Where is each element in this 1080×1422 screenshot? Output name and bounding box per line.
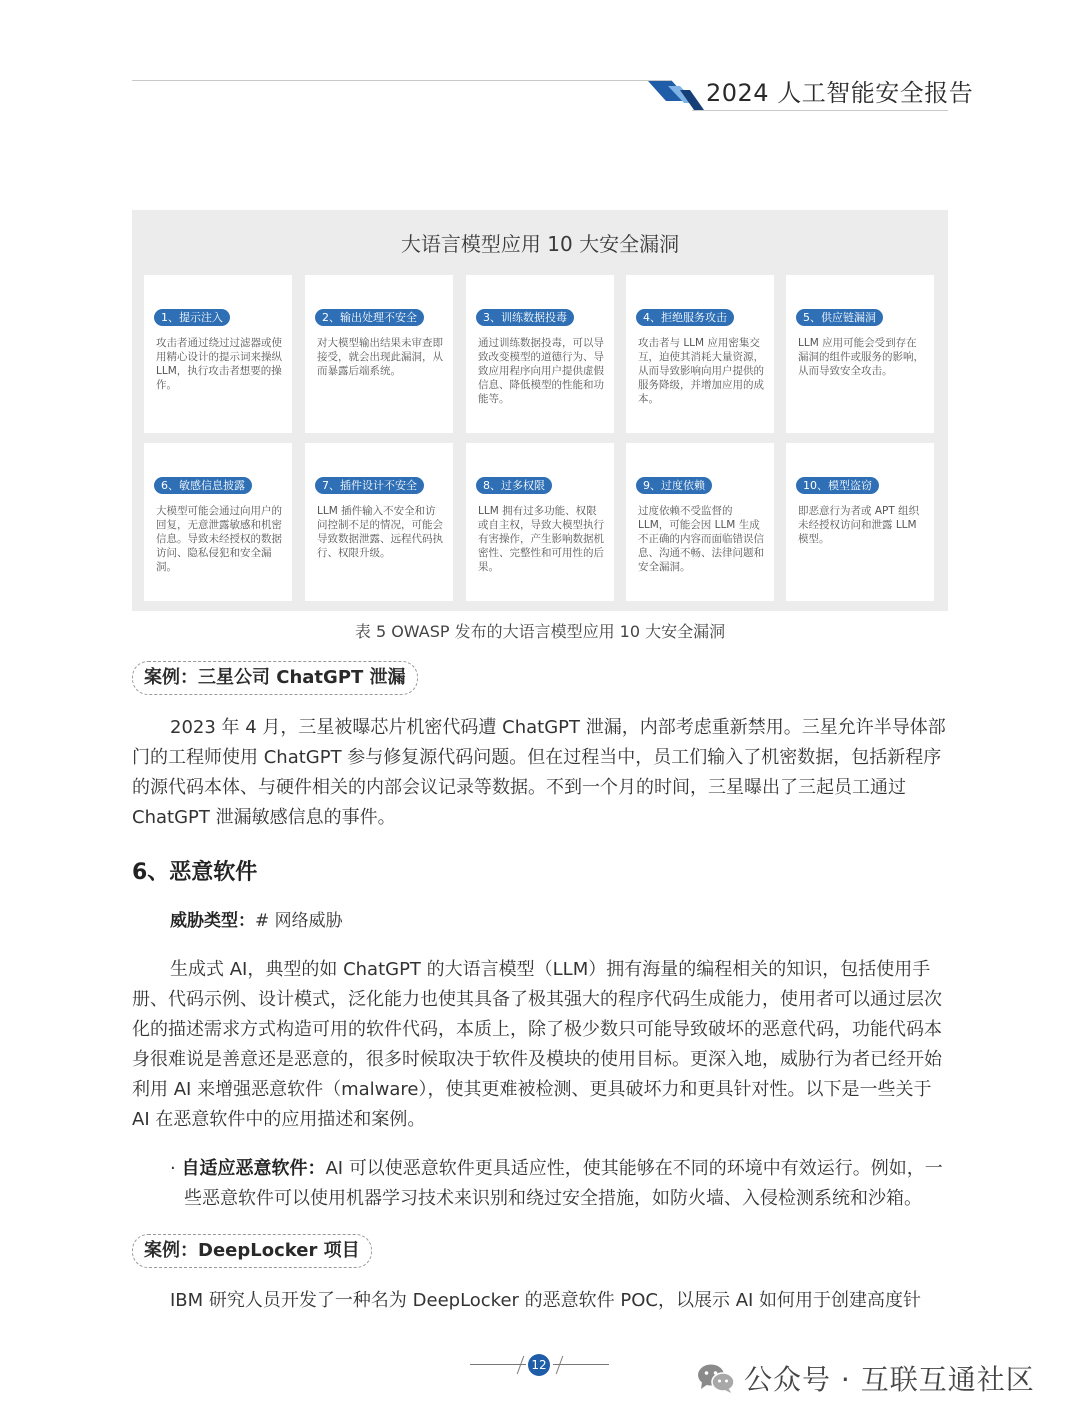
threat-type-label: 威胁类型： bbox=[170, 911, 255, 931]
report-title: 2024 人工智能安全报告 bbox=[706, 79, 974, 107]
vuln-card bbox=[786, 275, 934, 433]
vuln-tag: 5、供应链漏洞 bbox=[796, 309, 883, 326]
header-stripe-decoration bbox=[644, 80, 704, 110]
vuln-tag: 7、插件设计不安全 bbox=[315, 477, 424, 494]
bullet-body: AI 可以使恶意软件更具适应性，使其能够在不同的环境中有效运行。例如，一些恶意软件可以使用机器学习技术来识别和绕过安全措施，如防火墙、入侵检测系统和沙箱。 bbox=[184, 1158, 943, 1209]
vuln-card bbox=[466, 275, 614, 433]
vuln-description: LLM 插件输入不安全和访问控制不足的情况，可能会导致数据泄露、远程代码执行、权限升级。 bbox=[317, 505, 443, 559]
vuln-card bbox=[144, 275, 292, 433]
vuln-card bbox=[144, 443, 292, 601]
vuln-card bbox=[626, 443, 774, 601]
vuln-tag: 3、训练数据投毒 bbox=[476, 309, 574, 326]
owasp-figure bbox=[132, 210, 948, 611]
section-heading: 6、恶意软件 bbox=[132, 860, 258, 885]
threat-type-value: # 网络威胁 bbox=[255, 911, 343, 931]
case-label-deeplocker: 案例：DeepLocker 项目 bbox=[132, 1234, 372, 1268]
vuln-tag: 6、敏感信息披露 bbox=[154, 477, 252, 494]
vuln-description: 攻击者与 LLM 应用密集交互，迫使其消耗大量资源，从而导致影响向用户提供的服务降级，并增加应用的成本。 bbox=[638, 337, 764, 405]
footer-slash-right bbox=[548, 1356, 564, 1374]
vuln-card bbox=[466, 443, 614, 601]
vuln-card bbox=[305, 443, 453, 601]
vuln-description: 通过训练数据投毒，可以导致改变模型的道德行为、导致应用程序向用户提供虚假信息、降低模型的性能和功能等。 bbox=[478, 337, 604, 405]
case-paragraph-samsung: 2023 年 4 月，三星被曝芯片机密代码遭 ChatGPT 泄漏，内部考虑重新禁用。三星允许半导体部门的工程师使用 ChatGPT 参与修复源代码问题。但在过程当中，员工们输入了机密数据，包括新程序的源代码本体、与硬件相关的内部会议记录等数据。不到一个月的时间，三星曝出了三起员工通过 ChatGPT 泄漏敏感信息的事件。 bbox=[132, 717, 946, 828]
vuln-description: LLM 拥有过多功能、权限或自主权，导致大模型执行有害操作，产生影响数据机密性、完整性和可用性的后果。 bbox=[478, 505, 604, 573]
wechat-icon bbox=[696, 1362, 736, 1394]
vuln-tag: 1、提示注入 bbox=[154, 309, 230, 326]
case-label-samsung: 案例：三星公司 ChatGPT 泄漏 bbox=[132, 661, 418, 695]
wechat-watermark bbox=[696, 1360, 1035, 1396]
vuln-description: 攻击者通过绕过过滤器或使用精心设计的提示词来操纵 LLM，执行攻击者想要的操作。 bbox=[156, 337, 282, 391]
bullet-item-adaptive-malware bbox=[170, 1154, 948, 1214]
vuln-card bbox=[786, 443, 934, 601]
vuln-tag: 2、输出处理不安全 bbox=[315, 309, 424, 326]
bullet-title: 自适应恶意软件： bbox=[181, 1158, 326, 1179]
section-paragraph: 生成式 AI，典型的如 ChatGPT 的大语言模型（LLM）拥有海量的编程相关的知识，包括使用手册、代码示例、设计模式，泛化能力也使其具备了极其强大的程序代码生成能力，使用者可以通过层次化的描述需求方式构造可用的软件代码，本质上，除了极少数只可能导致破坏的恶意代码，功能代码本身很难说是善意还是恶意的，很多时候取决于软件及模块的使用目标。更深入地，威胁行为者已经开始利用 AI 来增强恶意软件（malware），使其更难被检测、更具破坏力和更具针对性。以下是一些关于 AI 在恶意软件中的应用描述和案例。 bbox=[132, 959, 942, 1130]
vuln-card bbox=[626, 275, 774, 433]
header-rule bbox=[132, 80, 672, 81]
page-number: 12 bbox=[528, 1354, 550, 1376]
vuln-tag: 9、过度依赖 bbox=[636, 477, 712, 494]
threat-type bbox=[170, 906, 343, 931]
vuln-description: 即恶意行为者或 APT 组织未经授权访问和泄露 LLM 模型。 bbox=[798, 505, 920, 545]
vuln-description: 对大模型输出结果未审查即接受，就会出现此漏洞，从而暴露后端系统。 bbox=[317, 337, 443, 377]
bullet-text-block bbox=[170, 1154, 948, 1214]
vuln-card bbox=[305, 275, 453, 433]
footer-rule-left bbox=[470, 1364, 526, 1365]
vuln-description: 大模型可能会通过向用户的回复，无意泄露敏感和机密信息。导致未经授权的数据访问、隐私侵犯和安全漏洞。 bbox=[156, 505, 282, 573]
vuln-tag: 10、模型盗窃 bbox=[796, 477, 879, 494]
bullet-marker: · bbox=[170, 1158, 176, 1179]
header-rule-lower bbox=[692, 110, 948, 111]
vuln-description: LLM 应用可能会受到存在漏洞的组件或服务的影响，从而导致安全攻击。 bbox=[798, 337, 924, 377]
vuln-tag: 4、拒绝服务攻击 bbox=[636, 309, 734, 326]
figure-caption: 表 5 OWASP 发布的大语言模型应用 10 大安全漏洞 bbox=[354, 622, 726, 641]
footer-rule-right bbox=[553, 1364, 609, 1365]
vuln-tag: 8、过多权限 bbox=[476, 477, 552, 494]
vuln-description: 过度依赖不受监督的 LLM，可能会因 LLM 生成不正确的内容而面临错误信息、沟通不畅、法律问题和安全漏洞。 bbox=[638, 505, 764, 573]
case-paragraph-deeplocker: IBM 研究人员开发了一种名为 DeepLocker 的恶意软件 POC，以展示 AI 如何用于创建高度针 bbox=[170, 1290, 922, 1311]
watermark-text: 公众号 · 互联互通社区 bbox=[744, 1363, 1035, 1396]
figure-title: 大语言模型应用 10 大安全漏洞 bbox=[400, 232, 680, 256]
